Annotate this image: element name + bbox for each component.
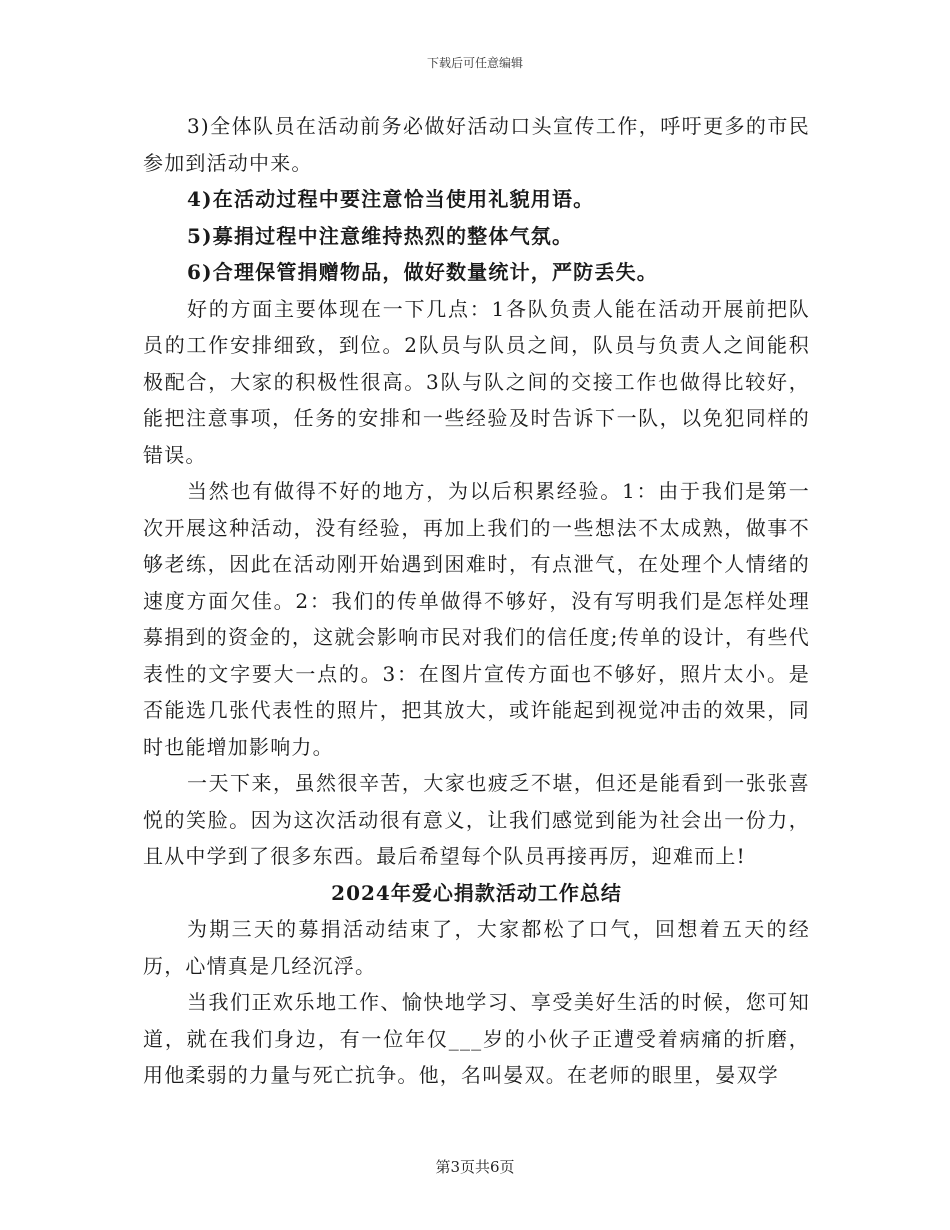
paragraph-5: 好的方面主要体现在一下几点：1各队负责人能在活动开展前把队员的工作安排细致，到位。2队员与队员之间，队员与负责人之间能积极配合，大家的积极性很高。3队与队之间的交接工作也做得比较好，能把注意事项，任务的安排和一些经验及时告诉下一队，以免犯同样的错误。 [143, 296, 810, 467]
section-title: 2024年爱心捐款活动工作总结 [331, 880, 622, 905]
paragraph-1: 3)全体队员在活动前务必做好活动口头宣传工作，呼吁更多的市民参加到活动中来。 [143, 114, 810, 175]
page-footer: 第3页共6页 [435, 1158, 515, 1176]
document-body [143, 108, 810, 1094]
paragraph-3: 5)募捐过程中注意维持热烈的整体气氛。 [187, 223, 574, 248]
paragraph-2: 4)在活动过程中要注意恰当使用礼貌用语。 [187, 187, 595, 211]
paragraph-8: 为期三天的募捐活动结束了，大家都松了口气，回想着五天的经历，心情真是几经沉浮。 [143, 917, 810, 978]
paragraph-6: 当然也有做得不好的地方，为以后积累经验。1：由于我们是第一次开展这种活动，没有经验，再加上我们的一些想法不太成熟，做事不够老练，因此在活动刚开始遇到困难时，有点泄气，在处理个人情绪的速度方面欠佳。2：我们的传单做得不够好，没有写明我们是怎样处理募捐到的资金的，这就会影响市民对我们的信任度;传单的设计，有些代表性的文字要大一点的。3：在图片宣传方面也不够好，照片太小。是否能选几张代表性的照片，把其放大，或许能起到视觉冲击的效果，同时也能增加影响力。 [143, 479, 810, 759]
page-header: 下载后可任意编辑 [426, 56, 523, 70]
paragraph-9: 当我们正欢乐地工作、愉快地学习、享受美好生活的时候，您可知道，就在我们身边，有一位年仅___岁的小伙子正遭受着病痛的折磨，用他柔弱的力量与死亡抗争。他，名叫晏双。在老师的眼里，晏双学 [143, 990, 810, 1087]
paragraph-4: 6)合理保管捐赠物品，做好数量统计，严防丢失。 [187, 260, 658, 284]
paragraph-7: 一天下来，虽然很辛苦，大家也疲乏不堪，但还是能看到一张张喜悦的笑脸。因为这次活动很有意义，让我们感觉到能为社会出一份力，且从中学到了很多东西。最后希望每个队员再接再厉，迎难而上! [143, 771, 810, 868]
